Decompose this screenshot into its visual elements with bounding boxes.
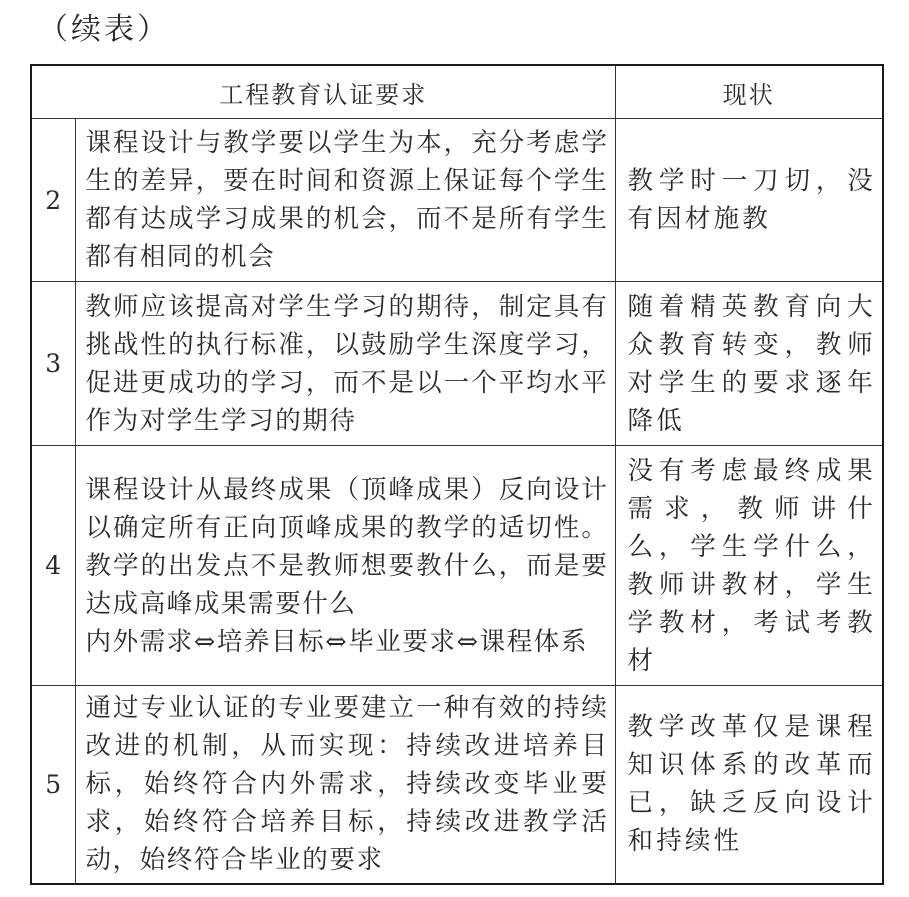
table-row [31,282,883,446]
requirement-cell [75,446,615,686]
table-continued-caption: （续表） [38,12,170,47]
table-row [31,119,883,282]
header-status: 现状 [615,65,883,119]
table-header-row [31,65,883,119]
table-row [31,686,883,884]
requirement-cell: 课程设计与教学要以学生为本，充分考虑学生的差异，要在时间和资源上保证每个学生都有达成学习成果的机会，而不是所有学生都有相同的机会 [75,119,615,282]
requirement-cell: 教师应该提高对学生学习的期待，制定具有挑战性的执行标准，以鼓励学生深度学习，促进更成功的学习，而不是以一个平均水平作为对学生学习的期待 [75,282,615,446]
requirement-chain: 内外需求⇔培养目标⇔毕业要求⇔课程体系 [85,626,588,657]
row-number: 5 [31,686,75,884]
requirement-text: 课程设计从最终成果（顶峰成果）反向设计以确定所有正向顶峰成果的教学的适切性。教学的出发点不是教师想要教什么，而是要达成高峰成果需要什么 [85,474,609,619]
row-number: 3 [31,282,75,446]
header-requirement: 工程教育认证要求 [31,65,615,119]
status-cell: 随着精英教育向大众教育转变，教师对学生的要求逐年降低 [615,282,883,446]
status-cell: 没有考虑最终成果需求，教师讲什么，学生学什么，教师讲教材，学生学教材，考试考教材 [615,446,883,686]
status-cell: 教学改革仅是课程知识体系的改革而已，缺乏反向设计和持续性 [615,686,883,884]
row-number: 4 [31,446,75,686]
table-row [31,446,883,686]
requirements-table [30,64,884,885]
requirement-cell: 通过专业认证的专业要建立一种有效的持续改进的机制，从而实现：持续改进培养目标，始终符合内外需求，持续改变毕业要求，始终符合培养目标，持续改进教学活动，始终符合毕业的要求 [75,686,615,884]
row-number: 2 [31,119,75,282]
status-cell: 教学时一刀切，没有因材施教 [615,119,883,282]
